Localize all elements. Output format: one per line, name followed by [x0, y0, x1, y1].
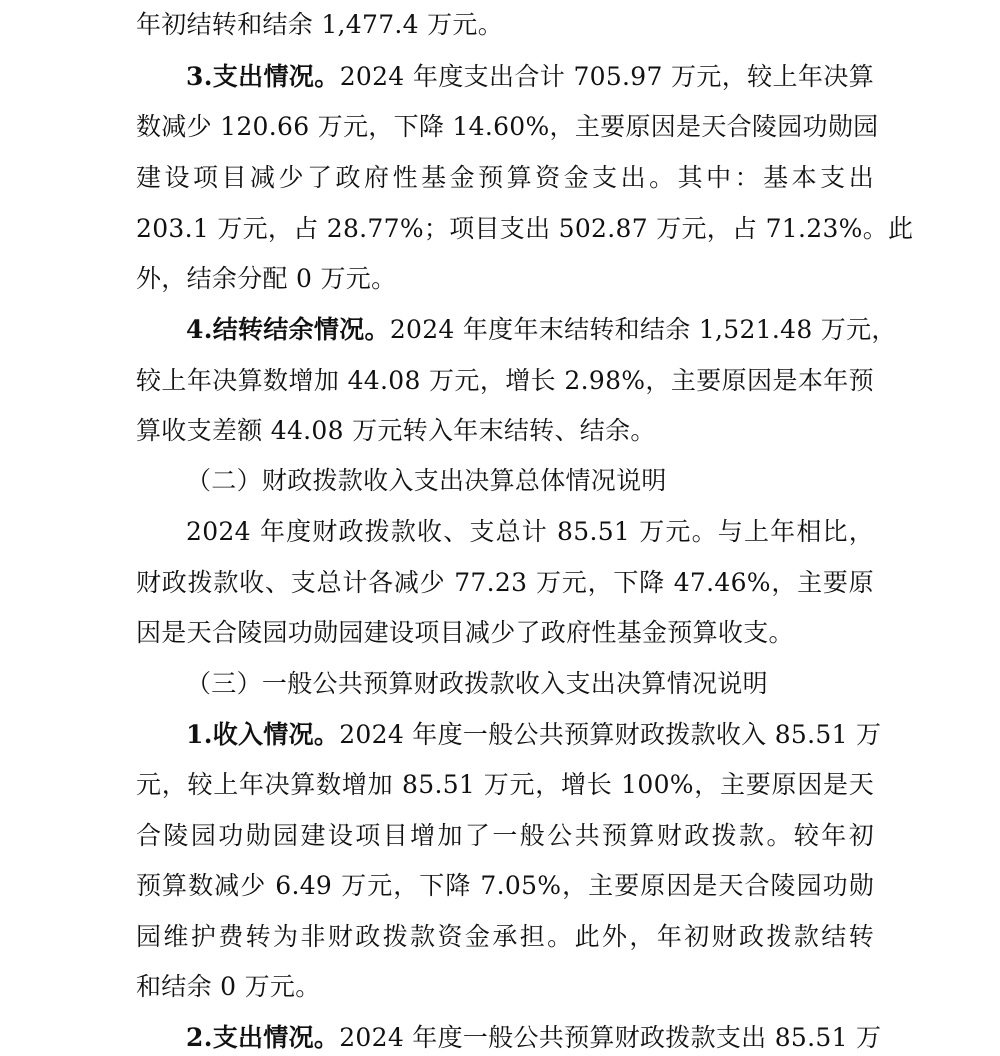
bold-heading: 4.结转结余情况。 [186, 315, 390, 344]
paragraph-line: 203.1 万元，占 28.77%；项目支出 502.87 万元，占 71.23%。此 [136, 214, 914, 243]
section-heading-line: 2.支出情况。2024 年度一般公共预算财政拨款支出 85.51 万 [186, 1023, 882, 1052]
paragraph-line: 外，结余分配 0 万元。 [136, 264, 397, 293]
paragraph-line: 园维护费转为非财政拨款资金承担。此外，年初财政拨款结转 [136, 922, 874, 951]
subsection-title: （三）一般公共预算财政拨款收入支出决算情况说明 [186, 669, 768, 698]
paragraph-line: 预算数减少 6.49 万元，下降 7.05%，主要原因是天合陵园功勋 [136, 871, 874, 900]
bold-heading: 1.收入情况。 [186, 720, 340, 749]
paragraph-line: 年初结转和结余 1,477.4 万元。 [136, 10, 504, 39]
paragraph-line: 数减少 120.66 万元，下降 14.60%，主要原因是天合陵园功勋园 [136, 112, 879, 141]
bold-heading: 2.支出情况。 [186, 1023, 340, 1052]
bold-heading: 3.支出情况。 [186, 62, 340, 91]
paragraph-line: 因是天合陵园功勋园建设项目减少了政府性基金预算收支。 [136, 618, 794, 647]
paragraph-line: 合陵园功勋园建设项目增加了一般公共预算财政拨款。较年初 [136, 821, 874, 850]
subsection-title: （二）财政拨款收入支出决算总体情况说明 [186, 466, 667, 495]
section-heading-line: 3.支出情况。2024 年度支出合计 705.97 万元，较上年决算 [186, 62, 875, 91]
paragraph-line: 2024 年度财政拨款收、支总计 85.51 万元。与上年相比， [186, 517, 874, 546]
paragraph-line: 算收支差额 44.08 万元转入年末结转、结余。 [136, 416, 656, 445]
paragraph-line: 元，较上年决算数增加 85.51 万元，增长 100%，主要原因是天 [136, 770, 874, 799]
section-heading-line: 4.结转结余情况。2024 年度年末结转和结余 1,521.48 万元， [186, 315, 897, 344]
section-heading-line: 1.收入情况。2024 年度一般公共预算财政拨款收入 85.51 万 [186, 720, 882, 749]
paragraph-line: 较上年决算数增加 44.08 万元，增长 2.98%，主要原因是本年预 [136, 366, 874, 395]
paragraph-line: 和结余 0 万元。 [136, 972, 321, 1001]
paragraph-line: 建设项目减少了政府性基金预算资金支出。其中：基本支出 [136, 163, 874, 192]
paragraph-line: 财政拨款收、支总计各减少 77.23 万元，下降 47.46%，主要原 [136, 568, 874, 597]
